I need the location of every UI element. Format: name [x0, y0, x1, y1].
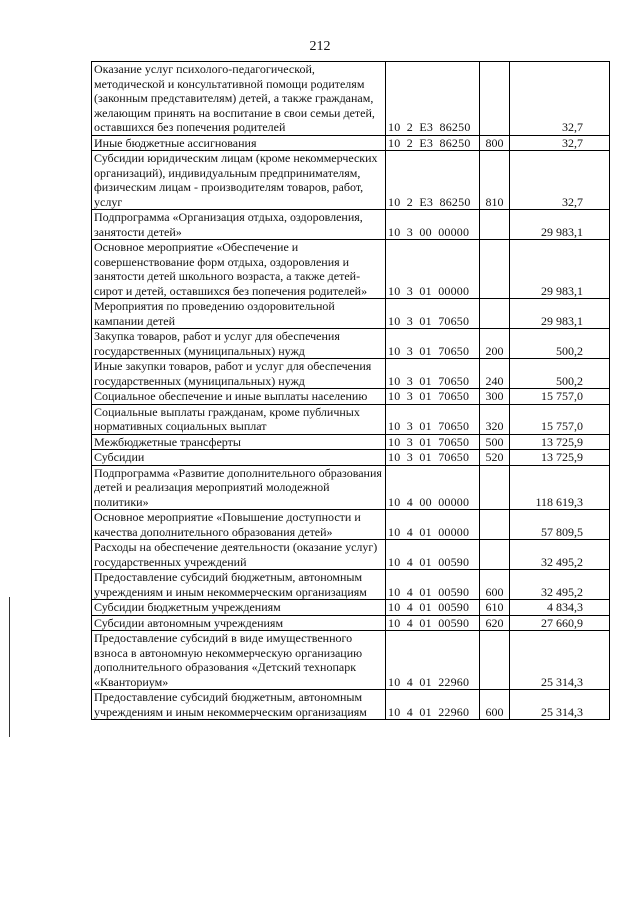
- row-name: Субсидии автономным учреждениям: [92, 615, 386, 631]
- row-sum: 27 660,9: [510, 615, 610, 631]
- table-row: [92, 329, 610, 359]
- row-sum: 500,2: [510, 359, 610, 389]
- row-sum: 25 314,3: [510, 690, 610, 720]
- row-expense-type: 300: [480, 389, 510, 405]
- row-sum: 29 983,1: [510, 210, 610, 240]
- table-row: [92, 135, 610, 151]
- row-sum: 29 983,1: [510, 240, 610, 299]
- row-code: 10 4 01 22960: [386, 631, 480, 690]
- row-sum: 32,7: [510, 151, 610, 210]
- row-name: Основное мероприятие «Обеспечение и совершенствование форм отдыха, оздоровления и занятости детей школьного возраста, а также детей-сирот и детей, оставшихся без попечения родителей»: [92, 240, 386, 299]
- row-sum: 29 983,1: [510, 299, 610, 329]
- row-name: Оказание услуг психолого-педагогической, методической и консультативной помощи родителям (законным представителям) детей, а также гражданам, желающим принять на воспитание в свои семьи детей, оставшихся без попечения родителей: [92, 62, 386, 136]
- row-expense-type: 600: [480, 690, 510, 720]
- table-row: [92, 359, 610, 389]
- row-expense-type: 240: [480, 359, 510, 389]
- row-expense-type: [480, 62, 510, 136]
- row-expense-type: 520: [480, 450, 510, 466]
- row-name: Предоставление субсидий бюджетным, автономным учреждениям и иным некоммерческим организациям: [92, 690, 386, 720]
- row-code: 10 4 01 00590: [386, 570, 480, 600]
- table-row: [92, 600, 610, 616]
- row-name: Социальное обеспечение и иные выплаты населению: [92, 389, 386, 405]
- table-row: [92, 631, 610, 690]
- row-code: 10 4 00 00000: [386, 465, 480, 510]
- row-code: 10 3 01 70650: [386, 404, 480, 434]
- row-sum: 118 619,3: [510, 465, 610, 510]
- table-row: [92, 510, 610, 540]
- table-row: [92, 62, 610, 136]
- row-name: Мероприятия по проведению оздоровительной кампании детей: [92, 299, 386, 329]
- budget-table-body: [92, 62, 610, 720]
- row-sum: 13 725,9: [510, 450, 610, 466]
- row-name: Субсидии: [92, 450, 386, 466]
- table-row: [92, 540, 610, 570]
- row-code: 10 4 01 00590: [386, 615, 480, 631]
- row-name: Предоставление субсидий в виде имущественного взноса в автономную некоммерческую организацию дополнительного образования «Детский технопарк «Кванториум»: [92, 631, 386, 690]
- row-sum: 15 757,0: [510, 404, 610, 434]
- row-sum: 25 314,3: [510, 631, 610, 690]
- row-expense-type: 620: [480, 615, 510, 631]
- row-expense-type: 600: [480, 570, 510, 600]
- table-row: [92, 690, 610, 720]
- table-row: [92, 570, 610, 600]
- row-name: Межбюджетные трансферты: [92, 434, 386, 450]
- row-code: 10 3 01 70650: [386, 299, 480, 329]
- row-expense-type: [480, 240, 510, 299]
- row-sum: 500,2: [510, 329, 610, 359]
- row-name: Предоставление субсидий бюджетным, автономным учреждениям и иным некоммерческим организациям: [92, 570, 386, 600]
- row-expense-type: [480, 540, 510, 570]
- row-sum: 4 834,3: [510, 600, 610, 616]
- row-expense-type: [480, 631, 510, 690]
- table-row: [92, 615, 610, 631]
- scan-margin-line: [9, 597, 10, 737]
- row-sum: 32,7: [510, 135, 610, 151]
- row-sum: 13 725,9: [510, 434, 610, 450]
- table-row: [92, 450, 610, 466]
- row-name: Подпрограмма «Развитие дополнительного образования детей и реализация мероприятий молодежной политики»: [92, 465, 386, 510]
- row-sum: 32 495,2: [510, 570, 610, 600]
- page-number: 212: [309, 39, 331, 54]
- row-sum: 15 757,0: [510, 389, 610, 405]
- row-code: 10 2 Е3 86250: [386, 151, 480, 210]
- row-code: 10 4 01 00590: [386, 540, 480, 570]
- row-code: 10 3 01 00000: [386, 240, 480, 299]
- row-code: 10 3 01 70650: [386, 329, 480, 359]
- row-code: 10 3 01 70650: [386, 359, 480, 389]
- row-name: Иные бюджетные ассигнования: [92, 135, 386, 151]
- row-name: Социальные выплаты гражданам, кроме публичных нормативных социальных выплат: [92, 404, 386, 434]
- table-row: [92, 210, 610, 240]
- table-row: [92, 151, 610, 210]
- row-name: Субсидии бюджетным учреждениям: [92, 600, 386, 616]
- row-expense-type: 320: [480, 404, 510, 434]
- row-expense-type: 610: [480, 600, 510, 616]
- table-row: [92, 299, 610, 329]
- row-expense-type: [480, 510, 510, 540]
- row-name: Иные закупки товаров, работ и услуг для обеспечения государственных (муниципальных) нужд: [92, 359, 386, 389]
- row-sum: 57 809,5: [510, 510, 610, 540]
- row-code: 10 3 00 00000: [386, 210, 480, 240]
- table-row: [92, 389, 610, 405]
- row-expense-type: [480, 210, 510, 240]
- row-expense-type: 500: [480, 434, 510, 450]
- table-row: [92, 240, 610, 299]
- table-row: [92, 465, 610, 510]
- row-expense-type: [480, 465, 510, 510]
- table-row: [92, 434, 610, 450]
- budget-table: [91, 61, 610, 720]
- row-code: 10 2 Е3 86250: [386, 135, 480, 151]
- row-name: Закупка товаров, работ и услуг для обеспечения государственных (муниципальных) нужд: [92, 329, 386, 359]
- row-code: 10 3 01 70650: [386, 389, 480, 405]
- row-code: 10 4 01 00590: [386, 600, 480, 616]
- row-code: 10 2 Е3 86250: [386, 62, 480, 136]
- row-code: 10 3 01 70650: [386, 450, 480, 466]
- row-name: Подпрограмма «Организация отдыха, оздоровления, занятости детей»: [92, 210, 386, 240]
- row-sum: 32 495,2: [510, 540, 610, 570]
- row-expense-type: 200: [480, 329, 510, 359]
- row-name: Субсидии юридическим лицам (кроме некоммерческих организаций), индивидуальным предпринимателям, физическим лицам - производителям товаров, работ, услуг: [92, 151, 386, 210]
- row-code: 10 3 01 70650: [386, 434, 480, 450]
- row-expense-type: 810: [480, 151, 510, 210]
- row-sum: 32,7: [510, 62, 610, 136]
- row-expense-type: 800: [480, 135, 510, 151]
- row-code: 10 4 01 00000: [386, 510, 480, 540]
- row-code: 10 4 01 22960: [386, 690, 480, 720]
- row-name: Расходы на обеспечение деятельности (оказание услуг) государственных учреждений: [92, 540, 386, 570]
- row-name: Основное мероприятие «Повышение доступности и качества дополнительного образования детей»: [92, 510, 386, 540]
- row-expense-type: [480, 299, 510, 329]
- table-row: [92, 404, 610, 434]
